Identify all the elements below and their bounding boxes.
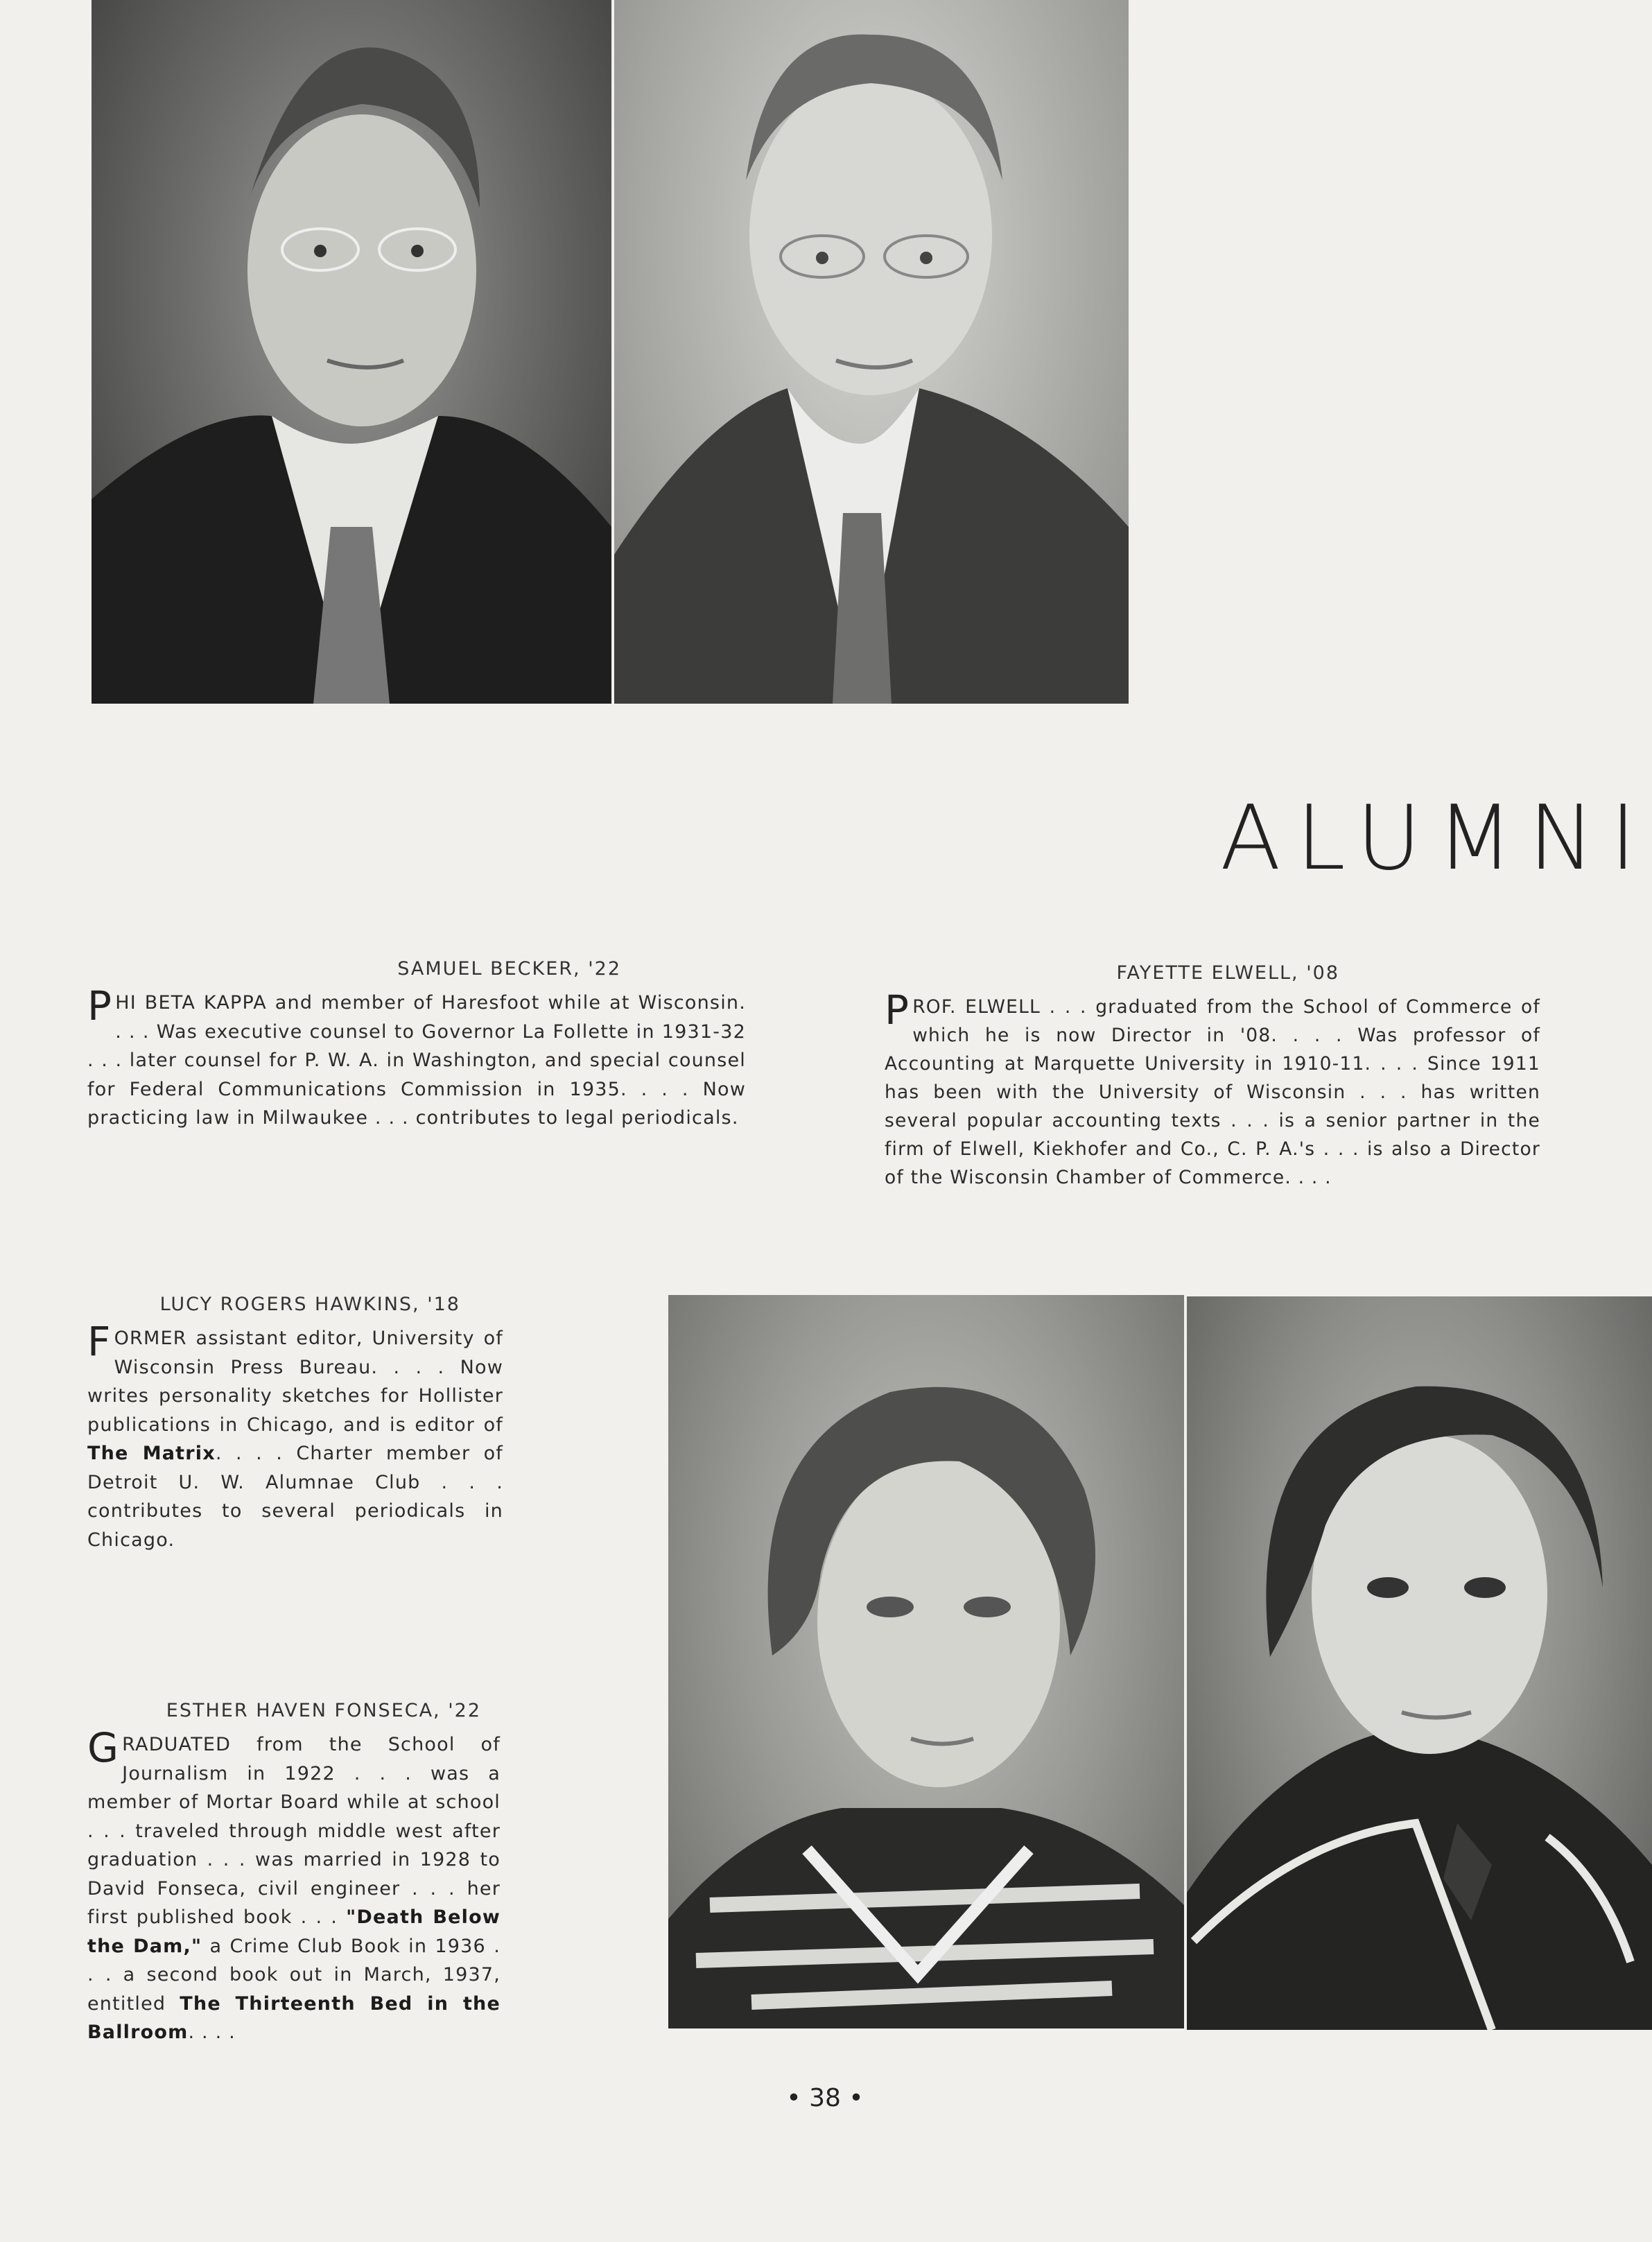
portrait-lucy-rogers-hawkins <box>668 1295 1184 2028</box>
portrait-fayette-elwell <box>614 0 1129 704</box>
entry-lucy-rogers-hawkins <box>87 1291 503 1554</box>
entry-name: SAMUEL BECKER, '22 <box>397 958 621 980</box>
portrait-esther-haven-fonseca <box>1187 1296 1652 2030</box>
entry-name: LUCY ROGERS HAWKINS, '18 <box>159 1294 460 1315</box>
entry-bio: GRADUATED from the School of Journalism in 1922 . . . was a member of Mortar Board while at school . . . traveled through middle west after graduation . . . was married in 1928 to David Fonseca, civil engineer . . . her first published book . . . "Death Below the Dam," a Crime Club Book in 1936 . . . a second book out in March, 1937, entitled The Thirteenth Bed in the Ballroom. . . . <box>87 1724 501 2043</box>
entry-fayette-elwell <box>885 959 1540 1192</box>
entry-name: FAYETTE ELWELL, '08 <box>1116 962 1339 984</box>
entry-bio: FORMER assistant editor, University of Wisconsin Press Bureau. . . . Now writes personality sketches for Hollister publications in Chicago, and is editor of The Matrix. . . . Charter member of Detroit U. W. Alumnae Club . . . contributes to several periodicals in Chicago. <box>87 1318 503 1551</box>
portrait-samuel-becker <box>92 0 611 704</box>
entry-esther-haven-fonseca <box>87 1697 501 2047</box>
entry-bio: PROF. ELWELL . . . graduated from the School of Commerce of which he is now Director in '08. . . . Was professor of Accounting at Marquette University in 1910-11. . . . Since 1911 has been with the University of Wisconsin . . . has written several popular accounting texts . . . is a senior partner in the firm of Elwell, Kiekhofer and Co., C. P. A.'s . . . is also a Director of the Wisconsin Chamber of Commerce. . . . <box>885 987 1540 1188</box>
entry-bio: PHI BETA KAPPA and member of Haresfoot while at Wisconsin. . . . Was executive counsel to Governor La Follette in 1931-32 . . . later counsel for P. W. A. in Washington, and special counsel for Federal Communications Commission in 1935. . . . Now practicing law in Milwaukee . . . contributes to legal periodicals. <box>87 982 746 1129</box>
page-title: ALUMNI <box>1220 787 1652 890</box>
entry-samuel-becker <box>87 955 746 1133</box>
page-number: • 38 • <box>786 2084 864 2112</box>
entry-name: ESTHER HAVEN FONSECA, '22 <box>166 1700 481 1721</box>
